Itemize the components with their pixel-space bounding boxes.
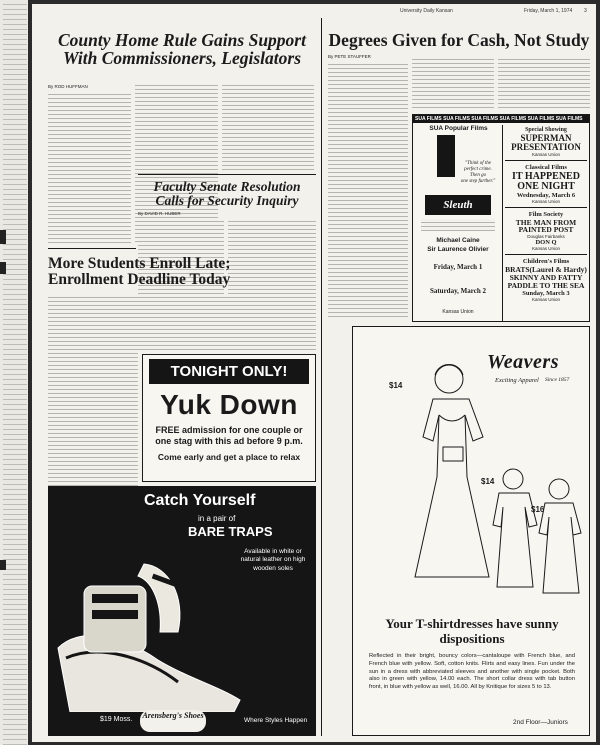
senate-headline: Faculty Senate Resolution Calls for Security Inquiry [153,179,301,208]
popular-quote-2: perfect crime. [464,167,492,172]
film-poster-figure [437,135,455,177]
special-movie: SUPERMAN PRESENTATION [511,132,581,152]
weavers-logo: Weavers [487,351,559,373]
degrees-column-2-top [412,56,494,111]
popular-title: SUA Popular Films [429,125,488,132]
county-column-1 [48,91,131,244]
society-movie-2: DON Q [535,238,557,246]
arensbergs-logo: Arensberg's Shoes [140,710,206,732]
newspaper-page [32,4,596,742]
society-title: Film Society [528,211,564,219]
paper-name: University Daily Kansan [400,8,453,14]
yukdown-tonight: TONIGHT ONLY! [149,359,309,384]
yukdown-cta: Come early and get a place to relax [157,451,301,462]
classical-day: Wednesday, March 6 [516,191,576,199]
weavers-floor: 2nd Floor—Juniors [513,719,568,726]
yukdown-name: Yuk Down [160,389,298,420]
special-title: Special Showing [525,127,567,133]
weavers-since: Since 1857 [545,377,570,383]
popular-costar: Sir Laurence Olivier [427,246,489,253]
degrees-byline: By PETE STAUFFER [328,54,371,59]
weavers-body: Reflected in their bright, bouncy colors—cantaloupe with French blue, and French blue with yellow. Soft, cotton knits. Flirts and easy lines. Fun under the sun in a dress with abbreviated sleeves and another with single pocket. Both also in green with yellow, 14.00 each. The short collar dress with tab button front, in blue with yellow as well, 16.00. All by Knitique for sizes 5 to 13. [369,653,575,691]
enroll-column-1 [48,294,138,494]
popular-day2: Saturday, March 2 [429,287,487,295]
society-movie: THE MAN FROM PAINTED POST [515,217,577,235]
page-number: 3 [584,8,587,14]
children-day: Sunday, March 3 [522,289,570,297]
degrees-column-3-top [498,56,590,111]
classical-venue: Kansas Union [531,199,561,204]
popular-venue: Kansas Union [442,309,474,315]
baretraps-headline: Catch Yourself [144,492,256,509]
sleuth-logo: Sleuth [425,195,491,215]
weavers-ad [352,326,590,736]
dress-price-3: $16 [531,505,545,514]
county-headline: County Home Rule Gains Support With Commissioners, Legislators [58,30,306,68]
special-venue: Kansas Union [531,151,561,157]
senate-byline: By DAVID R. HUBER [138,211,181,216]
society-star: Douglas Fairbanks [527,233,565,239]
popular-star: Michael Caine [436,237,480,244]
popular-quote-1: "Think of the [465,161,491,166]
classical-movie: IT HAPPENED ONE NIGHT [512,170,580,192]
baretraps-ad [48,486,316,736]
popular-quote-4: one step further." [460,179,496,184]
issue-date: Friday, March 1, 1974 [524,8,573,14]
films-banner: SUA FILMS SUA FILMS SUA FILMS SUA FILMS SUA FILMS SUA FILMS [413,115,589,123]
baretraps-detail: Available in white or natural leather on high wooden soles [240,548,306,572]
baretraps-tagline: Where Styles Happen [244,717,308,724]
sua-films-ad [412,114,590,322]
popular-quote-3: Then go [469,173,487,178]
county-byline: By ROD HUFFMAN [48,84,88,89]
dress-price-2: $14 [481,477,495,486]
baretraps-brand: BARE TRAPS [188,524,273,539]
children-venue: Kansas Union [531,297,561,303]
enroll-column-2 [142,294,230,350]
weavers-headline: Your T-shirtdresses have sunny dispositions [385,616,559,646]
children-title: Children's Films [522,258,570,266]
baretraps-sub: in a pair of [198,514,236,523]
weavers-tagline: Exciting Apparel [495,377,539,384]
baretraps-price: $19 Moss. [100,716,133,723]
degrees-column-1 [328,61,408,319]
children-movie: BRATS(Laurel & Hardy) SKINNY AND FATTY PADDLE TO THE SEA [505,264,587,290]
popular-day1: Friday, March 1 [433,263,483,271]
yukdown-offer: FREE admission for one couple or one stag with this ad before 9 p.m. [155,425,303,447]
enroll-headline: More Students Enroll Late; Enrollment Deadline Today [48,255,231,288]
sandal-illustration [48,536,248,712]
dress-illustration [393,357,583,607]
yukdown-ad [142,354,316,482]
previous-page-edge [0,0,28,745]
degrees-headline: Degrees Given for Cash, Not Study [328,30,590,50]
county-column-3 [222,82,314,172]
dress-price-1: $14 [389,381,403,390]
classical-title: Classical Films [525,164,567,172]
society-venue: Kansas Union [531,246,561,252]
